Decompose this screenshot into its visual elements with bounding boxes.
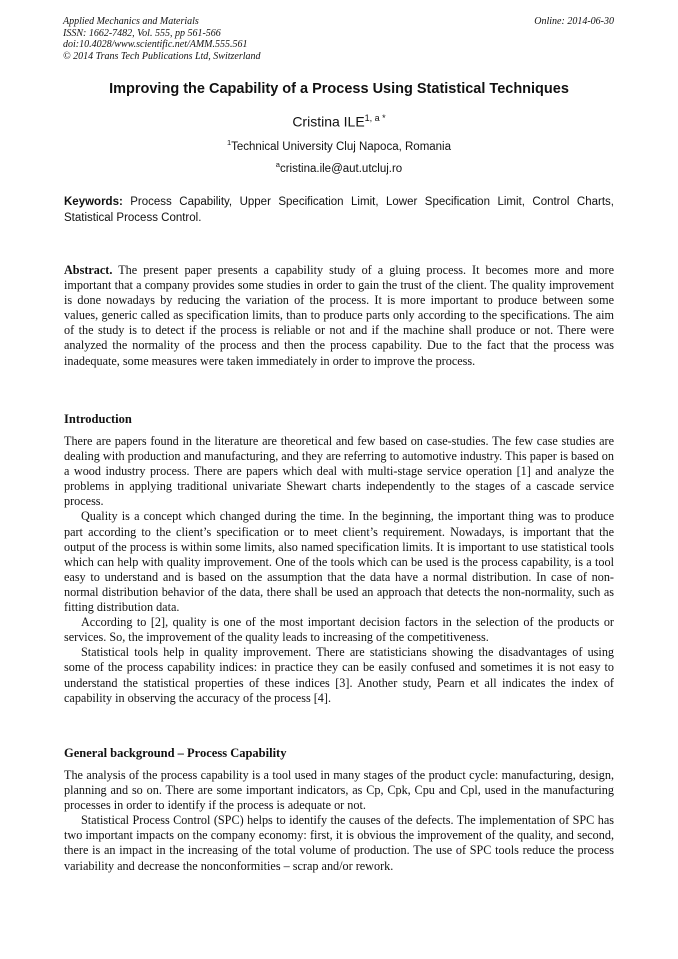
introduction-heading: Introduction	[64, 412, 132, 426]
paragraph: The analysis of the process capability is a tool used in many stages of the product cycle: manufacturing, design, planning and so on. There are some important indicators, as Cp, Cpk, Cpu and Cpl, used in the manufacturing processes in order to identify if the process is adequate or not.	[64, 768, 614, 813]
author-line	[0, 113, 678, 130]
paragraph: According to [2], quality is one of the most important decision factors in the selection of the products or services. So, the improvement of the quality leads to increasing of the competitiveness.	[64, 615, 614, 645]
paragraph: There are papers found in the literature are theoretical and few based on case-studies. The few case studies are dealing with production and manufacturing, and they are referring to automotive industry. This paper is based on a wood industry process. There are papers which deal with multi-stage service operation [1] and analyze the problems in applying traditional univariate Shewart charts independently to the stages of a cascade service process.	[64, 434, 614, 509]
journal-header	[63, 16, 261, 62]
paragraph: Statistical Process Control (SPC) helps to identify the causes of the defects. The implementation of SPC has two important impacts on the company economy: first, it is obvious the improvement of the quality, and second, there is an impact in the increasing of the total volume of production. The use of SPC tools reduce the process variability and decrease the nonconformities – scrap and/or rework.	[64, 813, 614, 873]
author-name: Cristina ILE	[292, 113, 365, 130]
introduction-section	[64, 434, 614, 706]
author-superscript: 1, a *	[364, 113, 386, 123]
keywords-text: Process Capability, Upper Specification Limit, Lower Specification Limit, Control Charts, Statistical Process Control.	[64, 196, 614, 224]
affiliation-superscript: 1	[226, 138, 232, 147]
paragraph: Quality is a concept which changed during the time. In the beginning, the important thing was to produce part according to the client’s specification or to meet client’s requirement. Nowadays, is important that the output of the process is within some limits, also named specification limits. It is important to use statistical tools which can help with quality improvement. One of the tools which can be used is the process capability, is a tool easy to understand and is based on the assumption that the data have a normal distribution. In case of non-normal distribution behavior of the data, there shall be used an approach that detects the non-normality, such as fitting distribution data.	[64, 509, 614, 615]
journal-name: Applied Mechanics and Materials	[63, 16, 199, 27]
affiliation-text: Technical University Cluj Napoca, Romania	[231, 140, 452, 153]
abstract-label: Abstract.	[64, 263, 113, 277]
doi-line: doi:10.4028/www.scientific.net/AMM.555.561	[63, 39, 248, 50]
background-heading: General background – Process Capability	[64, 746, 287, 760]
issn-line: ISSN: 1662-7482, Vol. 555, pp 561-566	[63, 27, 221, 39]
copyright-line: © 2014 Trans Tech Publications Ltd, Switzerland	[63, 50, 261, 62]
abstract-text: The present paper presents a capability study of a gluing process. It becomes more and more important that a company provides some studies in order to gain the trust of the client. The quality improvement is done nowadays by reducing the variation of the process. It is more important to produce between some values, generic called as specification limits, than to produce parts only according to the specifications. The aim of the study is to detect if the process is reliable or not and if the machine shall produce or not. There were analyzed the normality of the process and then the process capability. Due to the fact that the process was inadequate, some measures were taken immediately in order to improve the process.	[64, 263, 614, 368]
email-text: cristina.ile@aut.utcluj.ro	[279, 162, 403, 175]
email-superscript: a	[275, 160, 280, 169]
online-date	[534, 16, 614, 28]
keywords-label: Keywords:	[64, 196, 123, 208]
paragraph: Statistical tools help in quality improvement. There are statisticians showing the disadvantages of using some of the process capability indices: in practice they can be easily confused and sometimes it is not easy to understand the statistical properties of these indices [3]. Another study, Pearn et all indicates the index of capability in observing the accuracy of the process [4].	[64, 645, 614, 705]
keywords-block	[64, 195, 614, 226]
abstract-block	[64, 263, 614, 369]
online-date-text: Online: 2014-06-30	[534, 16, 614, 27]
background-section	[64, 768, 614, 874]
email-line	[0, 160, 678, 175]
affiliation-line	[0, 138, 678, 153]
paper-title: Improving the Capability of a Process Using Statistical Techniques	[109, 81, 569, 97]
